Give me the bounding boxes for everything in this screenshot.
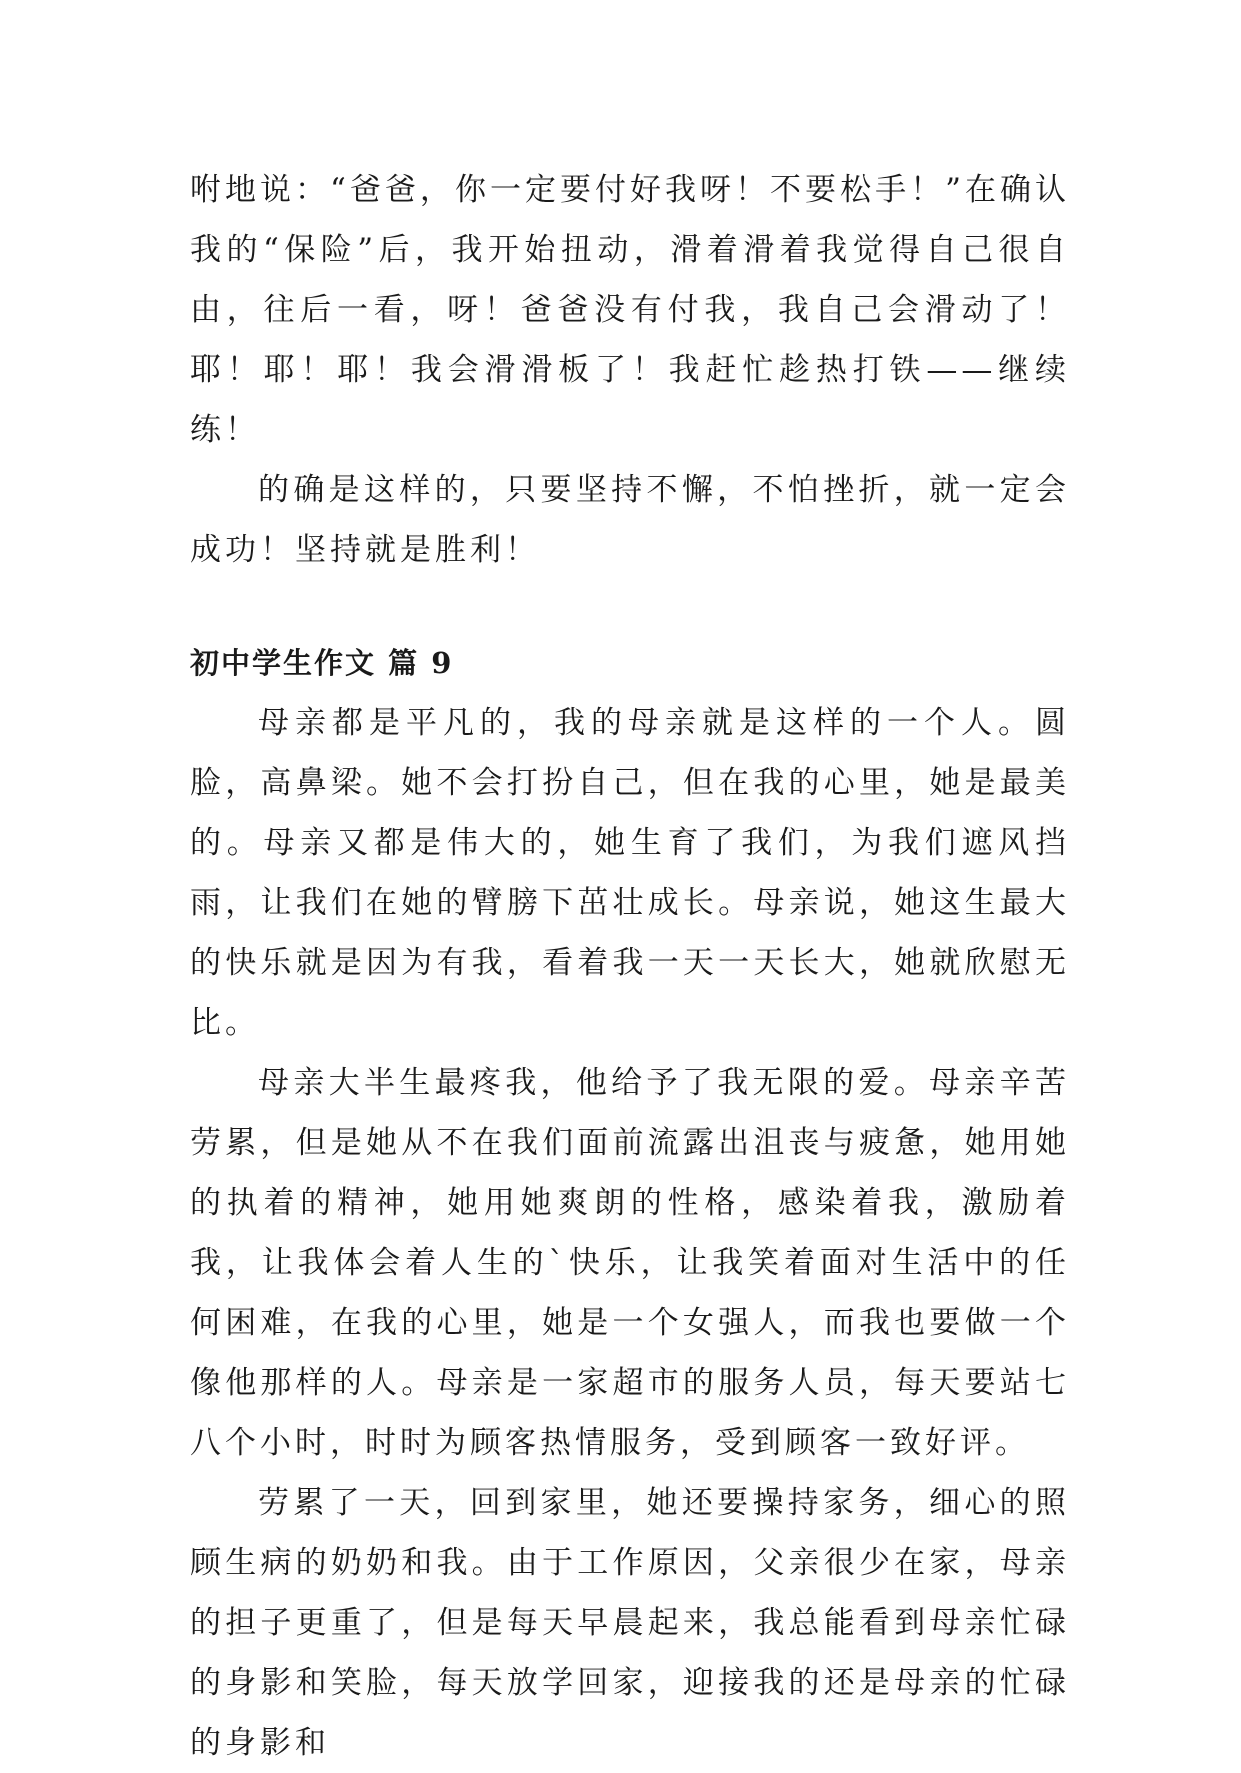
document-body [190,160,1070,1773]
paragraph: 母亲大半生最疼我，他给予了我无限的爱。母亲辛苦劳累，但是她从不在我们面前流露出沮丧与疲惫，她用她的执着的精神，她用她爽朗的性格，感染着我，激励着我，让我体会着人生的`快乐，让我笑着面对生活中的任何困难，在我的心里，她是一个女强人，而我也要做一个像他那样的人。母亲是一家超市的服务人员，每天要站七八个小时，时时为顾客热情服务，受到顾客一致好评。 [190,1065,1070,1461]
paragraph-continued: 咐地说：“爸爸，你一定要付好我呀！不要松手！”在确认我的“保险”后，我开始扭动，滑着滑着我觉得自己很自由，往后一看，呀！爸爸没有付我，我自己会滑动了！耶！耶！耶！我会滑滑板了！我赶忙趁热打铁——继续练！ [190,172,1070,448]
paragraph: 母亲都是平凡的，我的母亲就是这样的一个人。圆脸，高鼻梁。她不会打扮自己，但在我的心里，她是最美的。母亲又都是伟大的，她生育了我们，为我们遮风挡雨，让我们在她的臂膀下茁壮成长。母亲说，她这生最大的快乐就是因为有我，看着我一天一天长大，她就欣慰无比。 [190,705,1070,1041]
paragraph-conclusion: 的确是这样的，只要坚持不懈，不怕挫折，就一定会成功！坚持就是胜利！ [190,472,1070,568]
section-spacer [190,580,1070,633]
paragraph: 劳累了一天，回到家里，她还要操持家务，细心的照顾生病的奶奶和我。由于工作原因，父亲很少在家，母亲的担子更重了，但是每天早晨起来，我总能看到母亲忙碌的身影和笑脸，每天放学回家，迎接我的还是母亲的忙碌的身影和 [190,1485,1070,1761]
section-heading: 初中学生作文 篇 9 [190,646,454,680]
